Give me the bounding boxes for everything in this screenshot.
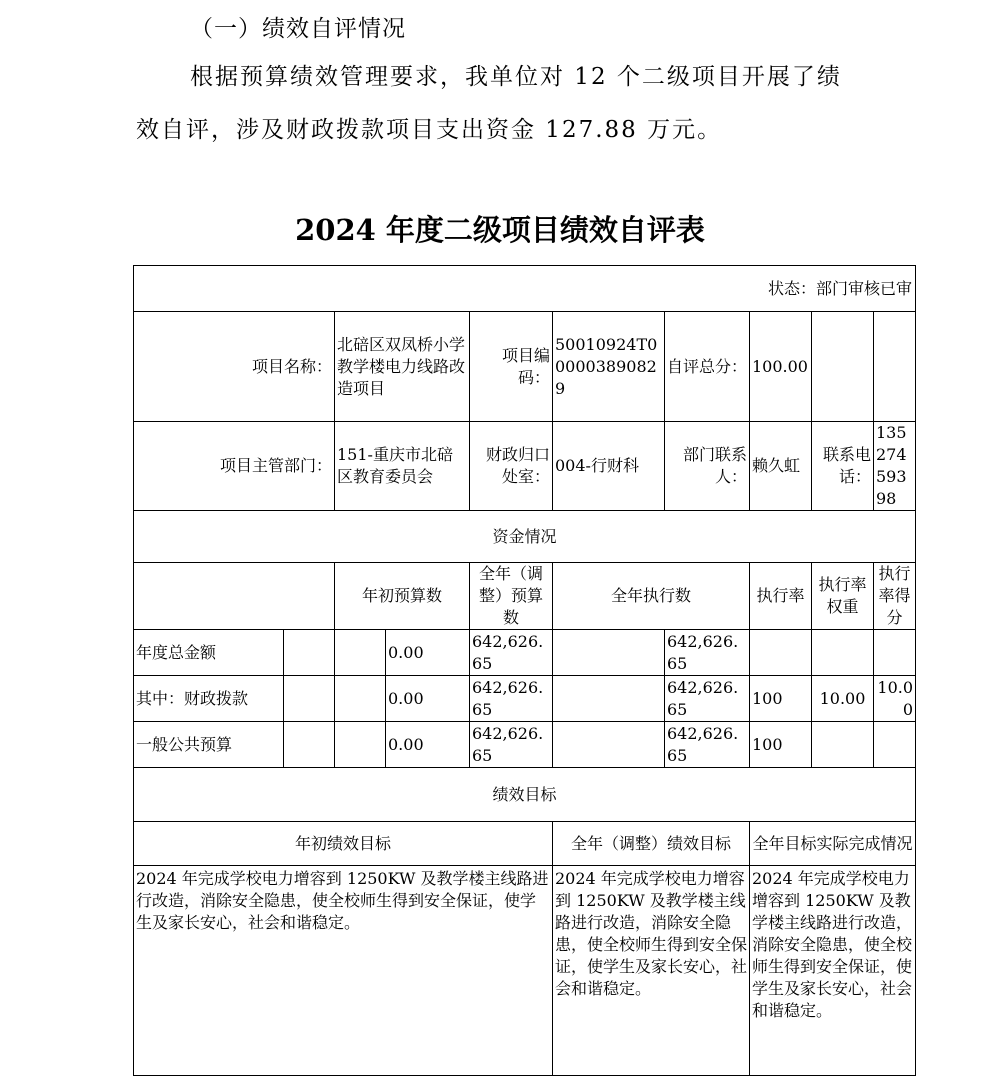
- empty-cell: [553, 630, 665, 676]
- funds-row-label: 一般公共预算: [134, 722, 284, 768]
- funds-initial: 0.00: [386, 630, 470, 676]
- funds-rate: 100: [750, 722, 812, 768]
- empty-cell: [335, 676, 386, 722]
- funds-score: 10.00: [874, 676, 916, 722]
- initial-budget-header: 年初预算数: [335, 563, 470, 630]
- funds-weight: [812, 630, 874, 676]
- finance-office-label: 财政归口处室：: [470, 422, 553, 511]
- empty-cell: [812, 312, 874, 422]
- table-title: 2024 年度二级项目绩效自评表: [295, 213, 705, 247]
- funds-weight: 10.00: [812, 676, 874, 722]
- self-score-value: 100.00: [750, 312, 812, 422]
- funds-row: [134, 630, 916, 676]
- funds-row: [134, 676, 916, 722]
- score-header: 执行率得分: [874, 563, 916, 630]
- weight-header: 执行率权重: [812, 563, 874, 630]
- funds-rate: [750, 630, 812, 676]
- funds-adjusted: 642,626.65: [470, 676, 553, 722]
- summary-text-2: 效自评，涉及财政拨款项目支出资金 127.88 万元。: [136, 117, 723, 143]
- initial-goal-text: 2024 年完成学校电力增容到 1250KW 及教学楼主线路进行改造，消除安全隐患，使全校师生得到安全保证，使学生及家长安心，社会和谐稳定。: [134, 866, 553, 1076]
- funds-section-title: 资金情况: [134, 511, 916, 563]
- summary-paragraph-line-2: [136, 103, 896, 158]
- funds-execution: 642,626.65: [665, 722, 750, 768]
- funds-initial: 0.00: [386, 722, 470, 768]
- contact-phone-label: 联系电话：: [812, 422, 874, 511]
- adjusted-goal-header: 全年（调整）绩效目标: [553, 822, 750, 866]
- rate-header: 执行率: [750, 563, 812, 630]
- empty-cell: [874, 312, 916, 422]
- funds-rate: 100: [750, 676, 812, 722]
- empty-cell: [284, 722, 335, 768]
- funds-row-label: 其中：财政拨款: [134, 676, 284, 722]
- empty-cell: [553, 722, 665, 768]
- department-value: 151-重庆市北碚区教育委员会: [335, 422, 470, 511]
- funds-adjusted: 642,626.65: [470, 722, 553, 768]
- empty-cell: [335, 722, 386, 768]
- project-name-label: 项目名称：: [134, 312, 335, 422]
- project-name-value: 北碚区双凤桥小学教学楼电力线路改造项目: [335, 312, 470, 422]
- empty-cell: [284, 630, 335, 676]
- actual-completion-header: 全年目标实际完成情况: [750, 822, 916, 866]
- evaluation-table: [133, 265, 916, 1076]
- initial-goal-header: 年初绩效目标: [134, 822, 553, 866]
- funds-initial: 0.00: [386, 676, 470, 722]
- summary-paragraph-line-1: [136, 50, 896, 105]
- status-cell: 状态：部门审核已审: [134, 266, 916, 312]
- funds-score: [874, 630, 916, 676]
- project-code-value: 50010924T000003890829: [553, 312, 665, 422]
- project-code-label: 项目编码：: [470, 312, 553, 422]
- actual-completion-text: 2024 年完成学校电力增容到 1250KW 及教学楼主线路进行改造，消除安全隐患，使全校师生得到安全保证，使学生及家长安心，社会和谐稳定。: [750, 866, 916, 1076]
- empty-cell: [134, 563, 335, 630]
- self-score-label: 自评总分：: [665, 312, 750, 422]
- funds-adjusted: 642,626.65: [470, 630, 553, 676]
- summary-text-1: 根据预算绩效管理要求，我单位对 12 个二级项目开展了绩: [190, 64, 842, 90]
- funds-weight: [812, 722, 874, 768]
- finance-office-value: 004-行财科: [553, 422, 665, 511]
- department-label: 项目主管部门：: [134, 422, 335, 511]
- goals-section-title: 绩效目标: [134, 768, 916, 822]
- empty-cell: [335, 630, 386, 676]
- section-heading: （一）绩效自评情况: [190, 16, 406, 42]
- funds-row: [134, 722, 916, 768]
- adjusted-budget-header: 全年（调整）预算数: [470, 563, 553, 630]
- funds-execution: 642,626.65: [665, 676, 750, 722]
- dept-contact-label: 部门联系人：: [665, 422, 750, 511]
- funds-score: [874, 722, 916, 768]
- funds-execution: 642,626.65: [665, 630, 750, 676]
- funds-row-label: 年度总金额: [134, 630, 284, 676]
- dept-contact-value: 赖久虹: [750, 422, 812, 511]
- empty-cell: [553, 676, 665, 722]
- empty-cell: [284, 676, 335, 722]
- adjusted-goal-text: 2024 年完成学校电力增容到 1250KW 及教学楼主线路进行改造，消除安全隐患，使全校师生得到安全保证，使学生及家长安心，社会和谐稳定。: [553, 866, 750, 1076]
- contact-phone-value: 13527459398: [874, 422, 916, 511]
- execution-header: 全年执行数: [553, 563, 750, 630]
